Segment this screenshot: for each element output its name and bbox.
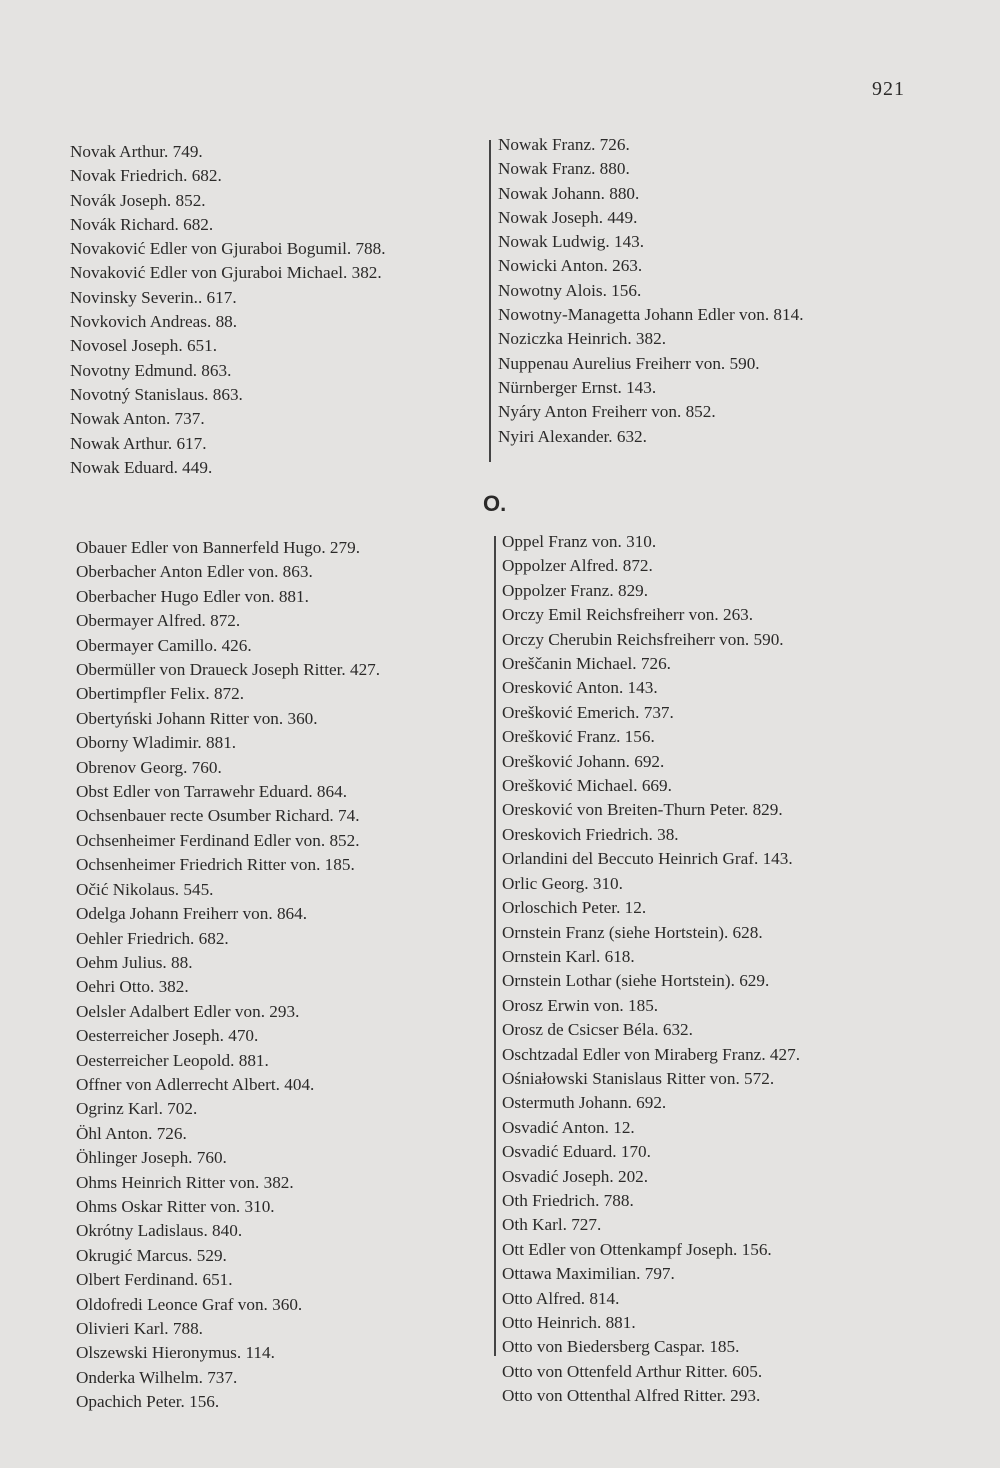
index-entry: Okrótny Ladislaus. 840. xyxy=(76,1221,243,1241)
index-entry: Novak Arthur. 749. xyxy=(70,142,203,161)
index-entry: Offner von Adlerrecht Albert. 404. xyxy=(76,1074,315,1094)
index-entry: Ochsenheimer Ferdinand Edler von. 852. xyxy=(76,830,360,850)
index-entry: Novák Richard. 682. xyxy=(70,214,214,234)
index-entry: Okrugić Marcus. 529. xyxy=(76,1245,227,1265)
column-divider-top xyxy=(489,140,491,462)
index-entry: Oehri Otto. 382. xyxy=(76,977,189,997)
index-entry: Nowak Eduard. 449. xyxy=(70,457,213,477)
index-entry: Otto von Biedersberg Caspar. 185. xyxy=(502,1337,740,1357)
index-entry: Nyáry Anton Freiherr von. 852. xyxy=(498,402,716,422)
index-entry: Oreščanin Michael. 726. xyxy=(502,654,671,674)
index-entry: Orosz de Csicser Béla. 632. xyxy=(502,1020,693,1040)
index-entry: Ochsenbauer recte Osumber Richard. 74. xyxy=(76,806,360,826)
index-entry: Ottawa Maximilian. 797. xyxy=(502,1264,675,1284)
index-entry: Öhl Anton. 726. xyxy=(76,1123,187,1143)
index-entry: Orlandini del Beccuto Heinrich Graf. 143. xyxy=(502,849,793,869)
index-entry: Orczy Cherubin Reichsfreiherr von. 590. xyxy=(502,629,784,649)
index-entry: Ośniałowski Stanislaus Ritter von. 572. xyxy=(502,1068,775,1088)
index-entry: Obrenov Georg. 760. xyxy=(76,757,222,777)
index-entry: Oesterreicher Joseph. 470. xyxy=(76,1026,259,1046)
index-entry: Nowak Anton. 737. xyxy=(70,409,205,429)
index-entry: Olivieri Karl. 788. xyxy=(76,1319,203,1338)
index-entry: Oschtzadal Edler von Miraberg Franz. 427. xyxy=(502,1044,800,1064)
index-entry: Oppolzer Franz. 829. xyxy=(502,580,649,600)
index-entry: Očić Nikolaus. 545. xyxy=(76,879,214,899)
index-entry: Orloschich Peter. 12. xyxy=(502,898,647,918)
section-heading-letter: O. xyxy=(483,491,507,516)
index-entry: Nowak Johann. 880. xyxy=(498,183,640,203)
index-entry: Ott Edler von Ottenkampf Joseph. 156. xyxy=(502,1239,772,1259)
index-entry: Nowak Joseph. 449. xyxy=(498,207,638,227)
index-entry: Novosel Joseph. 651. xyxy=(70,336,218,356)
index-entry: Orosz Erwin von. 185. xyxy=(502,995,659,1015)
index-entry: Ornstein Karl. 618. xyxy=(502,946,635,966)
index-entry: Ochsenheimer Friedrich Ritter von. 185. xyxy=(76,855,355,875)
index-entry: Oberbacher Hugo Edler von. 881. xyxy=(76,586,309,606)
index-entry: Novinsky Severin.. 617. xyxy=(70,287,237,307)
index-entry: Osvadić Joseph. 202. xyxy=(502,1166,649,1186)
index-entry: Obertyński Johann Ritter von. 360. xyxy=(76,708,318,728)
index-entry: Novotný Stanislaus. 863. xyxy=(70,384,243,404)
index-entry: Novotny Edmund. 863. xyxy=(70,360,232,380)
index-entry: Otto von Ottenthal Alfred Ritter. 293. xyxy=(502,1386,761,1406)
index-entry: Nowicki Anton. 263. xyxy=(498,256,643,276)
index-entry: Onderka Wilhelm. 737. xyxy=(76,1367,238,1387)
index-column-bottom-left xyxy=(76,536,380,1415)
index-entry: Oelsler Adalbert Edler von. 293. xyxy=(76,1001,300,1021)
index-entry: Öhlinger Joseph. 760. xyxy=(76,1148,227,1168)
index-entry: Nowak Franz. 880. xyxy=(498,159,630,179)
index-column-top-left xyxy=(70,140,386,480)
index-entry: Orlic Georg. 310. xyxy=(502,873,623,893)
index-entry: Oresković Anton. 143. xyxy=(502,678,658,698)
index-entry: Novaković Edler von Gjuraboi Michael. 382. xyxy=(70,263,382,283)
index-entry: Obertimpfler Felix. 872. xyxy=(76,684,245,704)
index-entry: Oesterreicher Leopold. 881. xyxy=(76,1050,269,1070)
index-entry: Opachich Peter. 156. xyxy=(76,1392,220,1412)
index-entry: Olszewski Hieronymus. 114. xyxy=(76,1343,275,1363)
index-entry: Oreskovich Friedrich. 38. xyxy=(502,824,679,844)
index-entry: Otto Heinrich. 881. xyxy=(502,1313,636,1332)
index-entry: Oldofredi Leonce Graf von. 360. xyxy=(76,1294,303,1314)
index-entry: Oresković von Breiten-Thurn Peter. 829. xyxy=(502,800,783,820)
index-entry: Nuppenau Aurelius Freiherr von. 590. xyxy=(498,353,760,373)
index-entry: Nowotny-Managetta Johann Edler von. 814. xyxy=(498,305,804,325)
index-entry: Ornstein Franz (siehe Hortstein). 628. xyxy=(502,922,763,942)
index-entry: Olbert Ferdinand. 651. xyxy=(76,1270,233,1290)
index-entry: Oehm Julius. 88. xyxy=(76,952,193,972)
index-entry: Obst Edler von Tarrawehr Eduard. 864. xyxy=(76,782,348,802)
index-entry: Orešković Johann. 692. xyxy=(502,751,665,771)
index-entry: Oth Friedrich. 788. xyxy=(502,1190,634,1210)
index-entry: Orešković Michael. 669. xyxy=(502,776,672,796)
index-entry: Odelga Johann Freiherr von. 864. xyxy=(76,904,308,924)
index-entry: Osvadić Eduard. 170. xyxy=(502,1142,651,1162)
index-entry: Orešković Franz. 156. xyxy=(502,727,655,747)
index-entry: Otto von Ottenfeld Arthur Ritter. 605. xyxy=(502,1361,763,1381)
index-entry: Orczy Emil Reichsfreiherr von. 263. xyxy=(502,605,754,625)
index-entry: Obermayer Camillo. 426. xyxy=(76,635,252,655)
index-entry: Orešković Emerich. 737. xyxy=(502,702,674,722)
index-entry: Oppolzer Alfred. 872. xyxy=(502,556,653,576)
index-entry: Novak Friedrich. 682. xyxy=(70,166,222,186)
index-entry: Ornstein Lothar (siehe Hortstein). 629. xyxy=(502,971,770,991)
index-entry: Novaković Edler von Gjuraboi Bogumil. 788. xyxy=(70,239,386,259)
page-number: 921 xyxy=(872,78,905,100)
index-entry: Nowotny Alois. 156. xyxy=(498,280,642,300)
index-entry: Oborny Wladimir. 881. xyxy=(76,733,237,753)
index-entry: Otto Alfred. 814. xyxy=(502,1288,620,1308)
index-entry: Ogrinz Karl. 702. xyxy=(76,1099,198,1119)
index-entry: Ohms Oskar Ritter von. 310. xyxy=(76,1196,275,1216)
index-entry: Oberbacher Anton Edler von. 863. xyxy=(76,562,313,582)
index-entry: Novkovich Andreas. 88. xyxy=(70,312,238,332)
index-column-top-right xyxy=(498,133,804,449)
column-divider-bottom xyxy=(494,536,496,1356)
index-entry: Oehler Friedrich. 682. xyxy=(76,928,229,948)
index-entry: Nowak Franz. 726. xyxy=(498,135,630,154)
index-entry: Osvadić Anton. 12. xyxy=(502,1117,635,1137)
index-entry: Nürnberger Ernst. 143. xyxy=(498,377,657,397)
index-entry: Oth Karl. 727. xyxy=(502,1215,602,1235)
index-entry: Novák Joseph. 852. xyxy=(70,190,206,210)
index-entry: Ostermuth Johann. 692. xyxy=(502,1093,667,1113)
index-entry: Noziczka Heinrich. 382. xyxy=(498,329,666,349)
index-entry: Obermüller von Draueck Joseph Ritter. 427. xyxy=(76,660,381,680)
index-entry: Nowak Ludwig. 143. xyxy=(498,232,645,252)
index-entry: Obauer Edler von Bannerfeld Hugo. 279. xyxy=(76,538,360,557)
index-column-bottom-right xyxy=(502,530,800,1409)
index-entry: Nyiri Alexander. 632. xyxy=(498,426,647,446)
index-entry: Nowak Arthur. 617. xyxy=(70,433,207,453)
index-entry: Obermayer Alfred. 872. xyxy=(76,611,241,631)
index-entry: Ohms Heinrich Ritter von. 382. xyxy=(76,1172,294,1192)
index-entry: Oppel Franz von. 310. xyxy=(502,532,657,551)
